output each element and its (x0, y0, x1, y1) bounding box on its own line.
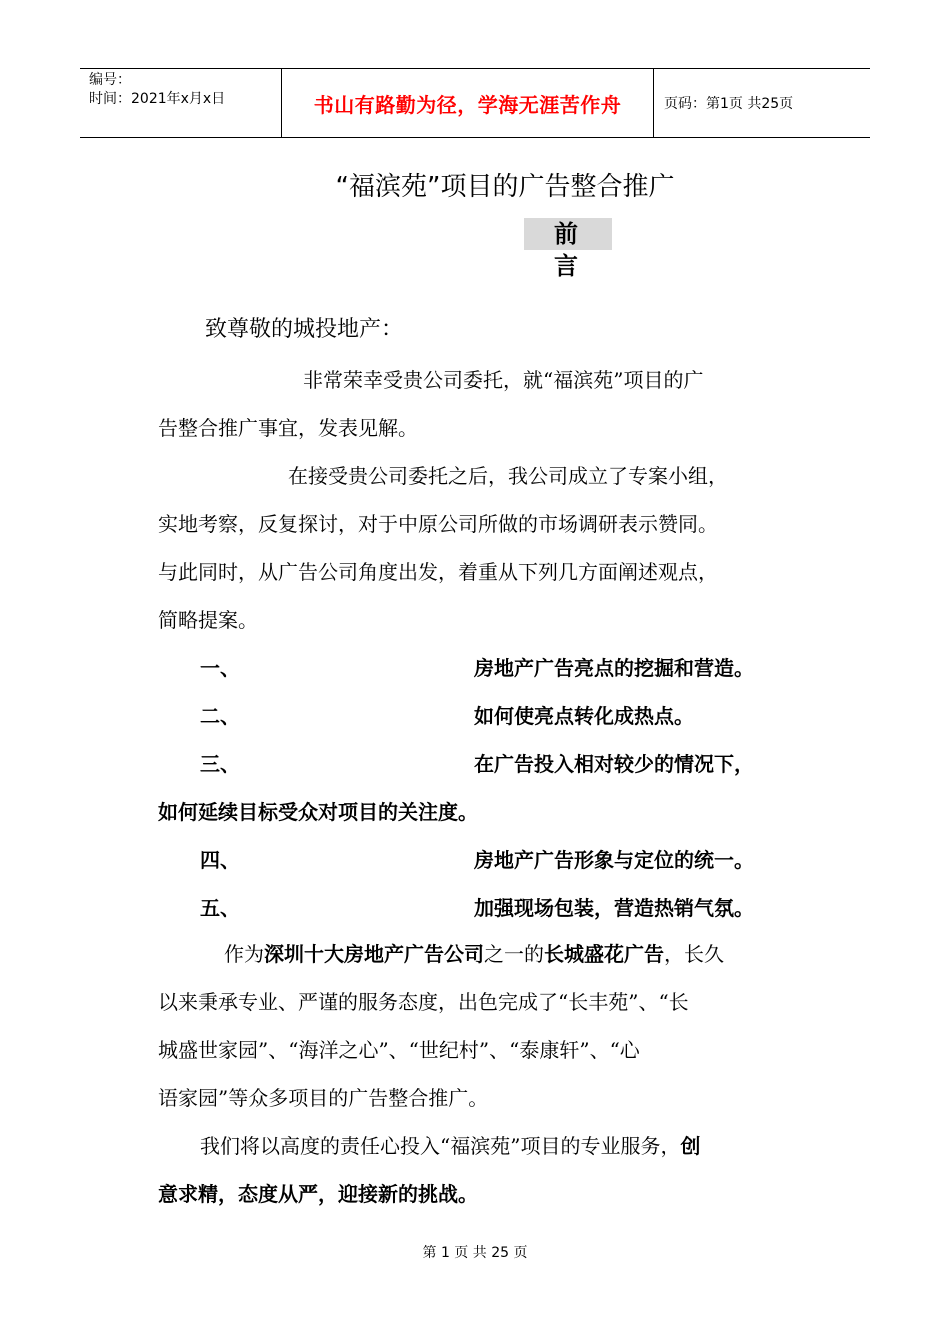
para3-line2: 以来秉承专业、严谨的服务态度，出色完成了“长丰苑”、“长 (158, 990, 689, 1014)
para4-bold-start: 创 (680, 1134, 701, 1158)
para3-intro: 作为 (224, 942, 264, 966)
point-number: 四、 (200, 848, 240, 872)
point-text: 如何使亮点转化成热点。 (474, 704, 694, 728)
document-title: “福滨苑”项目的广告整合推广 (335, 172, 675, 202)
para3-line1 (158, 930, 798, 978)
point-number: 一、 (200, 656, 240, 680)
point-number: 五、 (200, 896, 240, 920)
para3-tail: ，长久 (664, 942, 724, 966)
para4-line1 (158, 1122, 798, 1170)
point-2 (200, 692, 800, 740)
para2-line4: 简略提案。 (158, 608, 258, 632)
para2-line1: 在接受贵公司委托之后，我公司成立了专案小组， (288, 464, 728, 488)
point-3 (200, 740, 800, 788)
para3-line4: 语家园”等众多项目的广告整合推广。 (158, 1086, 489, 1110)
preface-heading: 前言 (524, 218, 612, 250)
para2-line2: 实地考察，反复探讨，对于中原公司所做的市场调研表示赞同。 (158, 512, 718, 536)
para4-normal: 我们将以高度的责任心投入“福滨苑”项目的专业服务， (200, 1134, 681, 1158)
paragraph-2 (158, 452, 798, 644)
point-5 (200, 884, 800, 932)
para3-bold-company-name: 长城盛花广告 (544, 942, 664, 966)
paragraph-3 (158, 930, 798, 1122)
header-page-info: 页码：第1页 共25页 (664, 96, 794, 112)
para3-mid: 之一的 (484, 942, 544, 966)
document-header (80, 68, 870, 138)
page-footer: 第 1 页 共 25 页 (422, 1245, 528, 1261)
para2-line3: 与此同时，从广告公司角度出发，着重从下列几方面阐述观点， (158, 560, 718, 584)
point-number: 二、 (200, 704, 240, 728)
para1-line1: 非常荣幸受贵公司委托，就“福滨苑”项目的广 (303, 368, 704, 392)
point-text: 加强现场包装，营造热销气氛。 (474, 896, 754, 920)
para3-line3: 城盛世家园”、“海洋之心”、“世纪村”、“泰康轩”、“心 (158, 1038, 640, 1062)
number-label: 编号： (89, 72, 131, 88)
para1-line2: 告整合推广事宜，发表见解。 (158, 416, 418, 440)
point-text: 房地产广告亮点的挖掘和营造。 (474, 656, 754, 680)
header-motto: 书山有路勤为径，学海无涯苦作舟 (281, 69, 654, 137)
point-4 (200, 836, 800, 884)
para3-bold-company-rank: 深圳十大房地产广告公司 (264, 942, 484, 966)
paragraph-1 (158, 356, 798, 452)
point-text: 在广告投入相对较少的情况下， (474, 752, 754, 776)
point-number: 三、 (200, 752, 240, 776)
point-3-continuation: 如何延续目标受众对项目的关注度。 (158, 800, 478, 824)
salutation: 致尊敬的城投地产： (205, 317, 404, 342)
point-1 (200, 644, 800, 692)
paragraph-4 (158, 1122, 798, 1218)
header-meta (80, 69, 281, 137)
point-text: 房地产广告形象与定位的统一。 (474, 848, 754, 872)
para4-line2: 意求精，态度从严，迎接新的挑战。 (158, 1182, 478, 1206)
date-label: 时间：2021年x月x日 (89, 91, 226, 107)
